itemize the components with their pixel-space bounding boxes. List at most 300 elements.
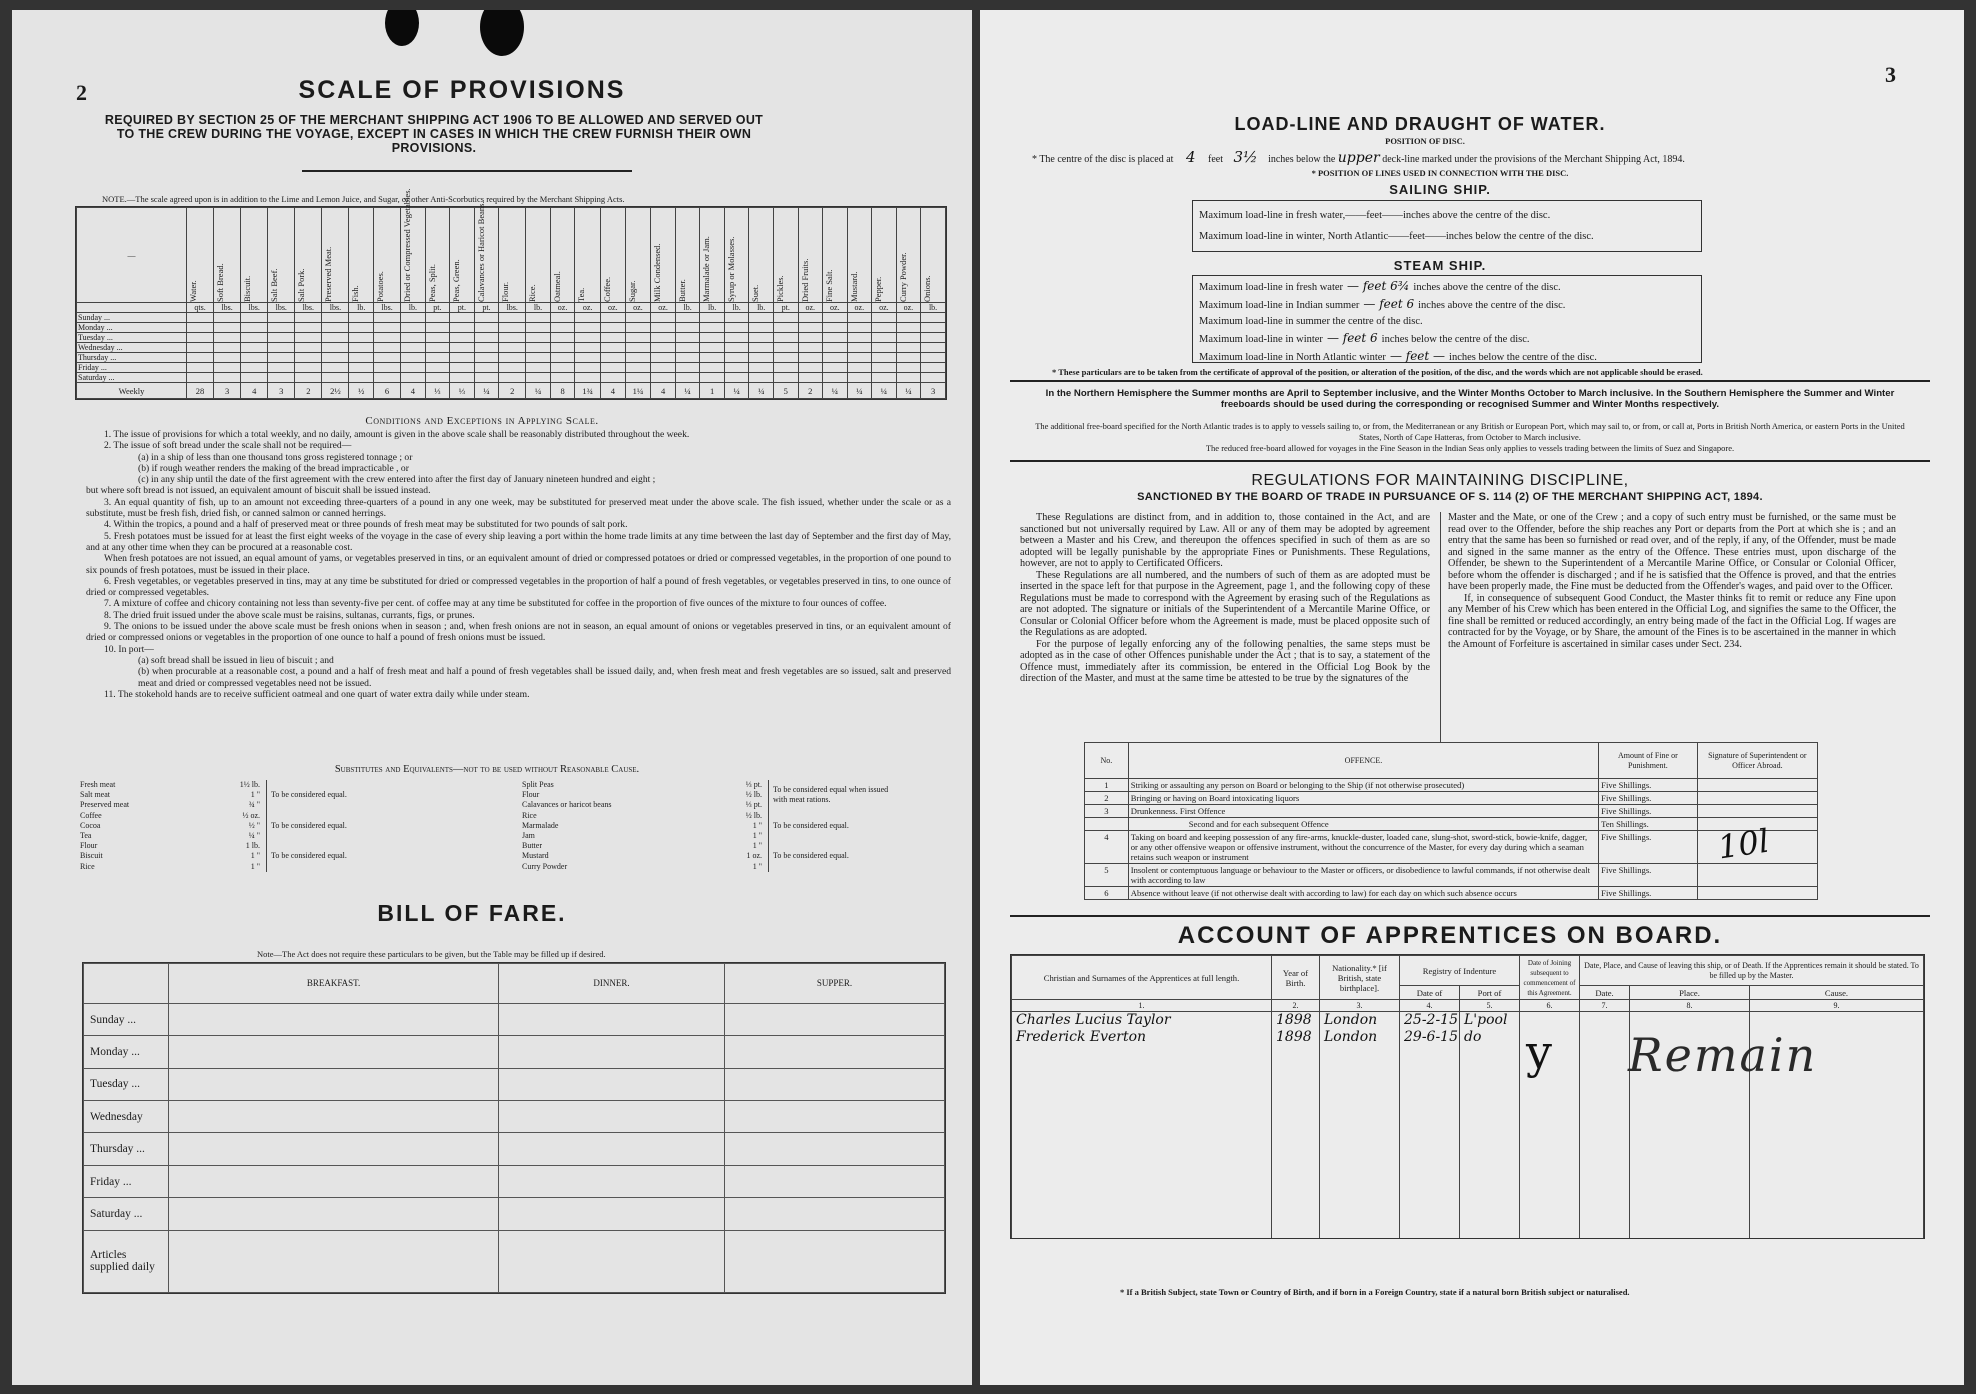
prov-cell: [295, 363, 322, 373]
steam-line-rest: inches above the centre of the disc.: [1413, 282, 1561, 293]
substitute-qty: 1½ lb.: [239, 780, 260, 789]
prov-cell: [675, 333, 700, 343]
prov-cell: [872, 363, 897, 373]
apprentice-cell[interactable]: [1750, 1116, 1924, 1133]
prov-col-header: [349, 208, 374, 303]
fare-cell[interactable]: [724, 1036, 944, 1068]
prov-cell: [601, 313, 626, 323]
prov-col-label: Suet.: [750, 284, 761, 302]
app-col-number: 8.: [1630, 1000, 1750, 1012]
apprentice-cell[interactable]: [1520, 1185, 1580, 1202]
fare-cell[interactable]: [169, 1133, 499, 1165]
fare-col-header: SUPPER.: [724, 964, 944, 1004]
apprentice-cell[interactable]: [1580, 1220, 1630, 1237]
prov-cell: [474, 323, 499, 333]
fare-cell[interactable]: [169, 1068, 499, 1100]
apprentice-nationality[interactable]: [1320, 1151, 1400, 1168]
prov-cell: [322, 333, 349, 343]
prov-cell: [374, 343, 401, 353]
fare-cell[interactable]: [724, 1230, 944, 1292]
prov-cell: [773, 363, 798, 373]
prov-day-row: [77, 353, 946, 363]
prov-col-label: Biscuit.: [242, 275, 253, 302]
prov-cell: [847, 373, 872, 383]
prov-weekly-row: [77, 383, 946, 399]
condition-item: 4. Within the tropics, a pound and a half of preserved meat or three pounds of fresh meat may be substituted for two pounds of salt pork.: [104, 519, 628, 531]
apprentice-date[interactable]: [1400, 1116, 1460, 1133]
apprentice-row: [1012, 1081, 1924, 1098]
fare-day-label: Friday ...: [84, 1165, 169, 1197]
prov-cell: [601, 323, 626, 333]
rule-2: [1010, 460, 1930, 462]
apprentice-year[interactable]: [1272, 1151, 1320, 1168]
apprentice-date[interactable]: [1400, 1046, 1460, 1063]
steam-line-rest: inches above the centre of the disc.: [1418, 300, 1566, 311]
apprentice-cell[interactable]: [1750, 1133, 1924, 1150]
steam-line-hand: — feet 6¾: [1347, 279, 1410, 293]
prov-cell: [425, 343, 450, 353]
prov-cell: [823, 373, 848, 383]
prov-col-header: [241, 208, 268, 303]
prov-cell: [675, 353, 700, 363]
prov-col-label: Calavances or Haricot Beans.: [475, 201, 486, 302]
apprentice-name[interactable]: [1012, 1220, 1272, 1237]
offence-no: [1085, 818, 1129, 831]
apprentice-name-text: Charles Lucius Taylor: [1016, 1011, 1171, 1028]
apprentice-port[interactable]: [1460, 1081, 1520, 1098]
apprentice-port[interactable]: [1460, 1203, 1520, 1220]
prov-col-header: [625, 208, 651, 303]
apprentice-name[interactable]: [1012, 1046, 1272, 1063]
apprentice-cell[interactable]: [1750, 1081, 1924, 1098]
condition-item: 7. A mixture of coffee and chicory containing not less than seventy-five per cent. of coffee may at any time be substituted for coffee in the proportion of five ounces of the mixture to four ounces of coffee.: [104, 598, 887, 610]
prov-cell: [474, 353, 499, 363]
prov-unit: lb.: [921, 303, 946, 313]
fare-cell[interactable]: [169, 1165, 499, 1197]
fare-cell[interactable]: [499, 1101, 725, 1133]
apprentice-cell[interactable]: [1630, 1168, 1750, 1185]
offence-header: Signature of Superintendent or Officer Abroad.: [1697, 743, 1817, 779]
prov-unit: oz.: [798, 303, 823, 313]
apprentice-port-text: do: [1464, 1029, 1482, 1046]
apprentice-name[interactable]: [1012, 1081, 1272, 1098]
apprentice-name[interactable]: [1012, 1185, 1272, 1202]
season-text: In the Northern Hemisphere the Summer months are April to September inclusive, and the Winter Months October to March inclusive. In the Southern Hemisphere the Summer and Winter freeboards should be used during the corresponding or recognised Summer and Winter Months respectively.: [1045, 388, 1895, 410]
apprentice-cell[interactable]: [1630, 1185, 1750, 1202]
prov-weekly-value: 8: [550, 383, 575, 399]
prov-cell: [401, 343, 426, 353]
apprentice-name[interactable]: [1012, 1151, 1272, 1168]
apprentice-port[interactable]: [1460, 1012, 1520, 1029]
apprentice-date[interactable]: [1400, 1203, 1460, 1220]
apprentice-name[interactable]: [1012, 1012, 1272, 1029]
apprentice-year[interactable]: [1272, 1185, 1320, 1202]
app-col-number: 2.: [1272, 1000, 1320, 1012]
offence-text: Bringing or having on Board intoxicating liquors: [1128, 792, 1598, 805]
offence-signature: [1697, 887, 1817, 900]
fare-cell[interactable]: [499, 1003, 725, 1035]
apprentice-date[interactable]: [1400, 1098, 1460, 1115]
fare-cell[interactable]: [169, 1230, 499, 1292]
prov-col-header: [450, 208, 475, 303]
steam-line: [1199, 278, 1695, 296]
apprentice-nationality[interactable]: [1320, 1168, 1400, 1185]
substitute-row: [80, 851, 260, 861]
bill-note: Note—The Act does not require these particulars to be given, but the Table may be filled up if desired.: [257, 949, 606, 959]
prov-col-header: [601, 208, 626, 303]
prov-cell: [550, 363, 575, 373]
apprentice-cell[interactable]: [1520, 1098, 1580, 1115]
prov-cell: [241, 353, 268, 363]
apprentice-cell[interactable]: [1630, 1081, 1750, 1098]
apprentice-nationality[interactable]: [1320, 1012, 1400, 1029]
apprentice-cell[interactable]: [1580, 1116, 1630, 1133]
substitute-row: [522, 790, 762, 800]
prov-cell: [295, 343, 322, 353]
apprentice-cell[interactable]: [1580, 1081, 1630, 1098]
fare-row: [84, 1198, 945, 1230]
apprentice-name[interactable]: [1012, 1098, 1272, 1115]
apprentice-cell[interactable]: [1580, 1151, 1630, 1168]
prov-cell: [187, 363, 214, 373]
apprentice-year[interactable]: [1272, 1168, 1320, 1185]
prov-cell: [847, 353, 872, 363]
prov-cell: [187, 313, 214, 323]
prov-cell: [214, 353, 241, 363]
prov-cell: [921, 323, 946, 333]
apprentice-cell[interactable]: [1580, 1133, 1630, 1150]
apprentice-year[interactable]: [1272, 1081, 1320, 1098]
app-col-number: 1.: [1012, 1000, 1272, 1012]
apprentice-nationality[interactable]: [1320, 1098, 1400, 1115]
prov-col-header: [700, 208, 725, 303]
apprentice-nationality[interactable]: [1320, 1133, 1400, 1150]
apprentice-cell[interactable]: [1580, 1168, 1630, 1185]
offence-signature: [1697, 779, 1817, 792]
offence-fine: Five Shillings.: [1599, 864, 1697, 887]
apprentice-port[interactable]: [1460, 1064, 1520, 1081]
apprentice-cell[interactable]: [1750, 1012, 1924, 1029]
prov-cell: [349, 343, 374, 353]
fare-cell[interactable]: [499, 1068, 725, 1100]
apprentice-year[interactable]: [1272, 1220, 1320, 1237]
apprentice-name[interactable]: [1012, 1203, 1272, 1220]
apprentice-nationality[interactable]: [1320, 1064, 1400, 1081]
prov-cell: [896, 333, 921, 343]
fare-cell[interactable]: [169, 1101, 499, 1133]
fare-cell[interactable]: [169, 1003, 499, 1035]
prov-col-label: Curry Powder.: [897, 252, 908, 302]
apprentice-year[interactable]: [1272, 1029, 1320, 1046]
prov-col-header: [374, 208, 401, 303]
apprentice-cell[interactable]: [1630, 1220, 1750, 1237]
apprentice-cell[interactable]: [1630, 1151, 1750, 1168]
apprentice-port[interactable]: [1460, 1220, 1520, 1237]
apprentice-date[interactable]: [1400, 1151, 1460, 1168]
prov-day-row: [77, 373, 946, 383]
prov-cell: [187, 343, 214, 353]
apprentice-date[interactable]: [1400, 1081, 1460, 1098]
fare-cell[interactable]: [499, 1198, 725, 1230]
substitute-row: [80, 800, 260, 810]
prov-weekly-value: 3: [214, 383, 241, 399]
prov-cell: [700, 353, 725, 363]
prov-cell: [526, 353, 551, 363]
offence-fine: Five Shillings.: [1599, 831, 1697, 864]
steam-line-rest: inches below the centre of the disc.: [1449, 352, 1597, 363]
apprentice-cell[interactable]: [1580, 1029, 1630, 1046]
prov-cell: [872, 313, 897, 323]
prov-col-label: Tea.: [576, 287, 587, 302]
apprentice-year[interactable]: [1272, 1012, 1320, 1029]
prov-cell: [187, 353, 214, 363]
prov-unit: pt.: [474, 303, 499, 313]
apprentice-date-text: 29-6-15: [1404, 1029, 1458, 1046]
fare-cell[interactable]: [169, 1198, 499, 1230]
substitutes-left: [80, 780, 500, 872]
fare-cell[interactable]: [724, 1003, 944, 1035]
apprentice-nationality[interactable]: [1320, 1203, 1400, 1220]
prov-cell: [724, 343, 749, 353]
prov-weekly-value: 1: [700, 383, 725, 399]
fare-cell[interactable]: [724, 1165, 944, 1197]
prov-unit: lb.: [675, 303, 700, 313]
prov-cell: [322, 353, 349, 363]
prov-weekly-value: 2: [798, 383, 823, 399]
apprentice-cell[interactable]: [1520, 1168, 1580, 1185]
apprentice-name[interactable]: [1012, 1133, 1272, 1150]
apprentice-cell[interactable]: [1520, 1081, 1580, 1098]
prov-cell: [749, 343, 774, 353]
fare-cell[interactable]: [169, 1036, 499, 1068]
condition-item: 1. The issue of provisions for which a total weekly, and no daily, amount is given in the above scale shall be reasonably distributed throughout the week.: [104, 429, 690, 440]
prov-col-header: [214, 208, 241, 303]
page-number-left: 2: [76, 80, 87, 105]
apprentice-year[interactable]: [1272, 1116, 1320, 1133]
condition-item: 8. The dried fruit issued under the above scale must be raisins, sultanas, currants, figs, or prunes.: [104, 609, 475, 621]
fare-corner: [84, 964, 169, 1004]
substitute-equal: To be considered equal when issued with meat rations.: [768, 780, 898, 811]
substitute-qty: 1 ": [752, 861, 762, 871]
prov-cell: [349, 363, 374, 373]
app-col-number: 6.: [1520, 1000, 1580, 1012]
apprentice-cell[interactable]: [1630, 1133, 1750, 1150]
apprentice-cell[interactable]: [1630, 1116, 1750, 1133]
apprentice-row: [1012, 1151, 1924, 1168]
regulation-paragraph: Master and the Mate, or one of the Crew ; and a copy of such entry must be furnished, or the same must be read over to the Offender, before the ship reaches any Port or departs from the Port at which she is ; and an entry that the same has been so furnished or read over, and of the reply, if any, of the Offender, must be made and signed in the same manner as the entry of the Offence. These entries must, upon discharge of the Offender, be shewn to the Superintendent of a Mercantile Marine Office, or Consular or Colonial Officer, before whom the offender is discharged ; and if he is satisfied that the Offence is proved, and that the entries have been properly made, the Fine must be deducted from the Offender's wages, and paid over to the Officer.: [1448, 512, 1896, 592]
prov-cell: [374, 323, 401, 333]
apprentice-port[interactable]: [1460, 1185, 1520, 1202]
apprentice-cell[interactable]: [1520, 1116, 1580, 1133]
substitute-qty: 1 lb.: [245, 841, 260, 851]
steam-line: [1199, 296, 1695, 314]
prov-cell: [295, 313, 322, 323]
fare-cell[interactable]: [724, 1101, 944, 1133]
prov-cell: [322, 343, 349, 353]
prov-cell: [214, 373, 241, 383]
apprentice-date[interactable]: [1400, 1012, 1460, 1029]
apprentice-cell[interactable]: [1580, 1046, 1630, 1063]
fare-cell[interactable]: [499, 1165, 725, 1197]
apprentice-name[interactable]: [1012, 1116, 1272, 1133]
apprentice-year[interactable]: [1272, 1046, 1320, 1063]
apprentice-cell[interactable]: [1520, 1220, 1580, 1237]
apprentice-year[interactable]: [1272, 1133, 1320, 1150]
fare-cell[interactable]: [724, 1133, 944, 1165]
apprentice-cell[interactable]: [1520, 1151, 1580, 1168]
offence-signature-hand: 10l: [1715, 821, 1772, 867]
prov-cell: [349, 373, 374, 383]
apprentice-nationality[interactable]: [1320, 1081, 1400, 1098]
prov-col-header: [401, 188, 426, 303]
fare-cell[interactable]: [724, 1198, 944, 1230]
prov-col-header: [187, 208, 214, 303]
prov-cell: [241, 323, 268, 333]
apprentice-year[interactable]: [1272, 1098, 1320, 1115]
apprentice-port[interactable]: [1460, 1151, 1520, 1168]
apprentice-cell[interactable]: [1750, 1151, 1924, 1168]
prov-cell: [700, 323, 725, 333]
prov-col-label: Preserved Meat.: [323, 246, 334, 302]
offence-signature: [1697, 792, 1817, 805]
offence-fine: Ten Shillings.: [1599, 818, 1697, 831]
apprentice-cell[interactable]: [1750, 1185, 1924, 1202]
prov-cell: [401, 323, 426, 333]
substitute-row: [522, 811, 762, 821]
fare-cell[interactable]: [499, 1230, 725, 1292]
substitute-qty: 1 ": [752, 820, 762, 830]
punch-hole-2: [480, 10, 524, 56]
prov-col-label: Dried Fruits.: [799, 258, 810, 302]
prov-weekly-value: 3: [268, 383, 295, 399]
fare-cell[interactable]: [724, 1068, 944, 1100]
substitute-item: Coffee: [80, 810, 102, 820]
apprentice-nationality[interactable]: [1320, 1046, 1400, 1063]
prov-cell: [625, 343, 651, 353]
apprentice-date[interactable]: [1400, 1185, 1460, 1202]
apprentice-date[interactable]: [1400, 1064, 1460, 1081]
apprentice-port[interactable]: [1460, 1168, 1520, 1185]
apprentice-cell[interactable]: [1750, 1203, 1924, 1220]
prov-cell: [651, 363, 676, 373]
apprentice-cell[interactable]: [1580, 1064, 1630, 1081]
apprentice-cell[interactable]: [1750, 1098, 1924, 1115]
offence-fine: Five Shillings.: [1599, 779, 1697, 792]
steam-line-text: Maximum load-line in fresh water: [1199, 282, 1344, 293]
apprentice-port[interactable]: [1460, 1029, 1520, 1046]
prov-cell: [625, 333, 651, 343]
app-h-name: Christian and Surnames of the Apprentices at full length.: [1012, 956, 1272, 1000]
prov-cell: [450, 323, 475, 333]
apprentice-cell[interactable]: [1580, 1203, 1630, 1220]
regulations-subtitle: SANCTIONED BY THE BOARD OF TRADE IN PURSUANCE OF S. 114 (2) OF THE MERCHANT SHIPPING ACT, 1894.: [1137, 491, 1763, 503]
prov-day-row: [77, 323, 946, 333]
apprentice-cell[interactable]: [1580, 1185, 1630, 1202]
regulation-paragraph: These Regulations are distinct from, and in addition to, those contained in the Act, and are sanctioned but not universally required by Law. All or any of them may be adopted by agreement between a Master and his Crew, and thereupon the offences specified in such of them as are so adopted will be legally punishable by the appropriate Fines or Punishments. These Regulations, however, are not to apply to Certificated Officers.: [1020, 512, 1430, 569]
apprentice-year[interactable]: [1272, 1203, 1320, 1220]
prov-cell: [896, 313, 921, 323]
prov-day-label: Thursday ...: [77, 353, 187, 363]
prov-cell: [749, 373, 774, 383]
prov-col-header: [550, 208, 575, 303]
apprentice-name[interactable]: [1012, 1168, 1272, 1185]
apprentice-row: [1012, 1098, 1924, 1115]
apprentice-name[interactable]: [1012, 1064, 1272, 1081]
apprentice-nationality-text: London: [1324, 1011, 1378, 1028]
apprentice-date[interactable]: [1400, 1029, 1460, 1046]
prov-unit: pt.: [450, 303, 475, 313]
apprentice-cell[interactable]: [1630, 1098, 1750, 1115]
apprentice-port[interactable]: [1460, 1116, 1520, 1133]
prov-col-label: Peas, Split.: [426, 263, 437, 302]
fare-cell[interactable]: [499, 1036, 725, 1068]
apprentice-cell[interactable]: [1520, 1133, 1580, 1150]
apprentice-name[interactable]: [1012, 1029, 1272, 1046]
prov-cell: [214, 323, 241, 333]
substitute-row: [522, 800, 762, 810]
substitute-qty: ⅓ pt.: [745, 780, 762, 789]
apprentice-date[interactable]: [1400, 1133, 1460, 1150]
substitute-row: [80, 780, 260, 790]
apprentice-cell[interactable]: [1630, 1012, 1750, 1029]
apprentice-year[interactable]: [1272, 1064, 1320, 1081]
prov-cell: [474, 363, 499, 373]
apprentice-port[interactable]: [1460, 1046, 1520, 1063]
prov-day-label: Saturday ...: [77, 373, 187, 383]
prov-col-header: [675, 208, 700, 303]
prov-cell: [675, 313, 700, 323]
regulation-paragraph: For the purpose of legally enforcing any of the following penalties, the same steps must be adopted as in the case of other Offences punishable under the Act ; that is to say, a statement of the Offence must, immediately after its commission, be entered in the Official Log Book by the direction of the Master, and must at the same time be attested to be true by the signatures of the: [1020, 638, 1430, 684]
apprentice-date[interactable]: [1400, 1168, 1460, 1185]
apprentice-cell[interactable]: [1750, 1168, 1924, 1185]
prov-cell: [575, 353, 601, 363]
offence-table: [1084, 742, 1818, 900]
disc-prefix: * The centre of the disc is placed at: [1032, 154, 1174, 165]
prov-cell: [601, 363, 626, 373]
prov-weekly-value: ⅓: [450, 383, 475, 399]
condition-item: but where soft bread is not issued, an equivalent amount of biscuit shall be issued instead.: [86, 485, 431, 497]
prov-cell: [651, 313, 676, 323]
apprentice-nationality[interactable]: [1320, 1220, 1400, 1237]
substitute-qty: 1 oz.: [746, 851, 762, 861]
prov-cell: [724, 313, 749, 323]
prov-day-label: Sunday ...: [77, 313, 187, 323]
condition-item: (a) in a ship of less than one thousand tons gross registered tonnage ; or: [138, 451, 413, 463]
fare-cell[interactable]: [499, 1133, 725, 1165]
conditions-title: Conditions and Exceptions in Applying Scale.: [365, 415, 599, 427]
fare-row: [84, 1003, 945, 1035]
apprentice-row: [1012, 1012, 1924, 1029]
condition-item: 9. The onions to be issued under the above scale must be fresh onions when in season ; and, when fresh onions are not in season, an equal amount of onions or vegetables preserved in tins, or an equivalent amount of dried or compressed onions or vegetables in the proportion of one ounce to half a pound of fresh onions must be issued.: [86, 621, 951, 644]
prov-col-header: [773, 208, 798, 303]
prov-cell: [374, 353, 401, 363]
prov-weekly-value: ¼: [823, 383, 848, 399]
apprentice-date[interactable]: [1400, 1220, 1460, 1237]
prov-cell: [601, 343, 626, 353]
prov-cell: [601, 373, 626, 383]
substitute-qty: 1 ": [752, 830, 762, 840]
apprentice-nationality[interactable]: [1320, 1116, 1400, 1133]
apprentice-cell[interactable]: [1630, 1203, 1750, 1220]
apprentice-cell[interactable]: [1580, 1098, 1630, 1115]
apprentice-cell[interactable]: [1520, 1203, 1580, 1220]
apprentice-cell[interactable]: [1580, 1012, 1630, 1029]
apprentice-nationality[interactable]: [1320, 1185, 1400, 1202]
apprentice-nationality[interactable]: [1320, 1029, 1400, 1046]
apprentice-cell[interactable]: [1750, 1220, 1924, 1237]
apprentice-port[interactable]: [1460, 1098, 1520, 1115]
apprentice-port[interactable]: [1460, 1133, 1520, 1150]
